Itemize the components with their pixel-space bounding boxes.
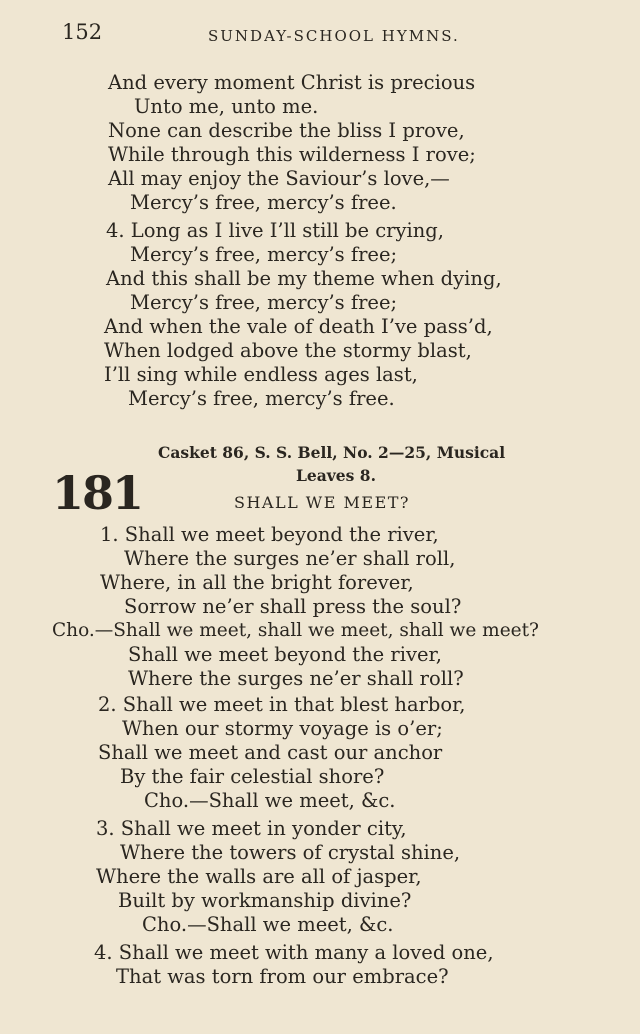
chorus-line: Cho.—Shall we meet, &c. — [142, 913, 394, 936]
hymn-line: Unto me, unto me. — [134, 95, 319, 118]
chorus-line: Cho.—Shall we meet, shall we meet, shall we meet? — [52, 620, 539, 641]
hymn-number: 181 — [52, 466, 143, 520]
hymn-line: Mercy’s free, mercy’s free; — [130, 243, 398, 266]
hymn-line: Where the towers of crystal shine, — [120, 841, 461, 864]
hymn-line: Shall we meet and cast our anchor — [98, 741, 443, 764]
hymn-line: Built by workmanship divine? — [118, 889, 412, 912]
chorus-line: Cho.—Shall we meet, &c. — [144, 789, 396, 812]
hymn-line: Where the surges ne’er shall roll, — [124, 547, 456, 570]
source-citation: Casket 86, S. S. Bell, No. 2—25, Musical — [158, 443, 506, 462]
hymn-line: Shall we meet beyond the river, — [128, 643, 442, 666]
hymn-line: Where the surges ne’er shall roll? — [128, 667, 464, 690]
hymn-line: I’ll sing while endless ages last, — [104, 363, 418, 386]
hymn-line: All may enjoy the Saviour’s love,— — [108, 167, 450, 190]
hymn-line: None can describe the bliss I prove, — [108, 119, 465, 142]
page-number: 152 — [62, 20, 103, 44]
hymn-line: 1. Shall we meet beyond the river, — [100, 523, 439, 546]
hymn-line: 4. Long as I live I’ll still be crying, — [106, 219, 444, 242]
hymn-line: Mercy’s free, mercy’s free. — [128, 387, 395, 410]
hymn-line: And this shall be my theme when dying, — [106, 267, 502, 290]
hymn-line: And when the vale of death I’ve pass’d, — [104, 315, 493, 338]
hymn-line: Where the walls are all of jasper, — [96, 865, 422, 888]
hymn-line: When our stormy voyage is o’er; — [122, 717, 443, 740]
hymn-line: Sorrow ne’er shall press the soul? — [124, 595, 462, 618]
hymn-line: That was torn from our embrace? — [116, 965, 449, 988]
hymn-line: 4. Shall we meet with many a loved one, — [94, 941, 494, 964]
hymn-line: Where, in all the bright forever, — [100, 571, 414, 594]
hymn-line: And every moment Christ is precious — [108, 71, 476, 94]
hymn-line: 2. Shall we meet in that blest harbor, — [98, 693, 466, 716]
hymn-line: 3. Shall we meet in yonder city, — [96, 817, 407, 840]
hymn-line: While through this wilderness I rove; — [108, 143, 476, 166]
hymn-title: SHALL WE MEET? — [234, 493, 411, 512]
hymn-line: Mercy’s free, mercy’s free; — [130, 291, 398, 314]
hymn-line: By the fair celestial shore? — [120, 765, 385, 788]
source-citation-cont: Leaves 8. — [296, 466, 376, 485]
hymn-line: Mercy’s free, mercy’s free. — [130, 191, 397, 214]
hymn-line: When lodged above the stormy blast, — [104, 339, 472, 362]
running-title: SUNDAY-SCHOOL HYMNS. — [208, 27, 460, 45]
